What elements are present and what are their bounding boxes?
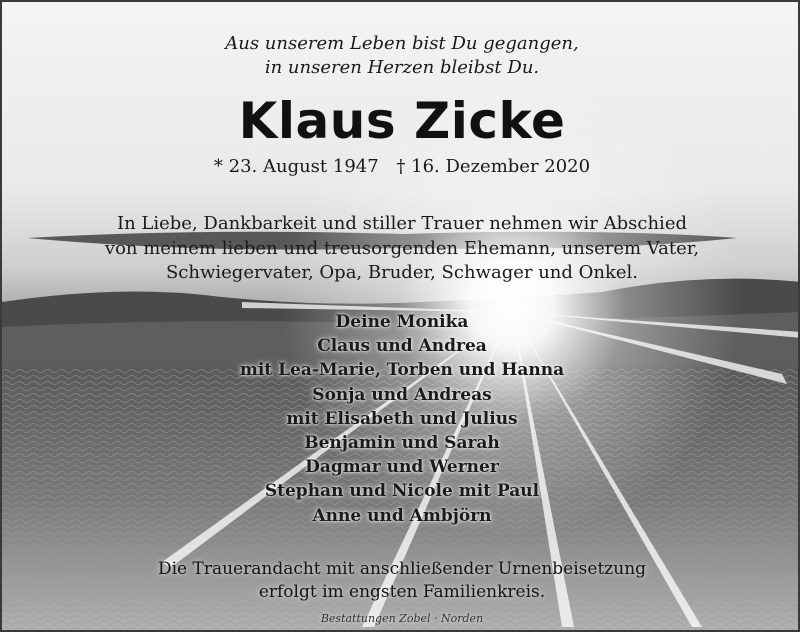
mourner-entry: Benjamin und Sarah — [304, 433, 500, 454]
mourners-list — [2, 310, 800, 528]
mourner-entry: Deine Monika — [335, 312, 469, 332]
farewell-line: Schwiegervater, Opa, Bruder, Schwager und Onkel. — [165, 262, 639, 283]
birth-date: * 23. August 1947 — [213, 156, 379, 177]
notice-content — [2, 2, 800, 632]
farewell-line: In Liebe, Dankbarkeit und stiller Trauer nehmen wir Abschied — [117, 213, 687, 234]
mourner-entry: Stephan und Nicole mit Paul — [264, 481, 540, 502]
service-line: erfolgt im engsten Familienkreis. — [258, 582, 546, 602]
service-line: Die Trauerandacht mit anschließender Urnenbeisetzung — [157, 559, 647, 579]
farewell-line: von meinem lieben und treusorgenden Ehemann, unserem Vater, — [104, 237, 700, 259]
undertaker-credit: Bestattungen Zobel · Norden — [320, 612, 484, 625]
mourner-entry: Sonja und Andreas — [312, 384, 492, 405]
memorial-verse — [2, 32, 800, 80]
life-dates — [2, 156, 800, 177]
mourner-entry: Anne und Ambjörn — [312, 505, 492, 526]
funeral-service-info — [2, 558, 800, 604]
verse-line: in unseren Herzen bleibst Du. — [264, 57, 540, 78]
mourner-entry: Dagmar und Werner — [305, 457, 499, 478]
mourner-entry: mit Lea-Marie, Torben und Hanna — [239, 360, 565, 381]
deceased-name: Klaus Zicke — [238, 92, 566, 150]
mourner-entry: Claus und Andrea — [317, 336, 487, 357]
mourner-entry: mit Elisabeth und Julius — [286, 408, 518, 429]
death-date: † 16. Dezember 2020 — [396, 156, 591, 177]
farewell-text — [2, 212, 800, 286]
verse-line: Aus unserem Leben bist Du gegangen, — [225, 33, 579, 54]
